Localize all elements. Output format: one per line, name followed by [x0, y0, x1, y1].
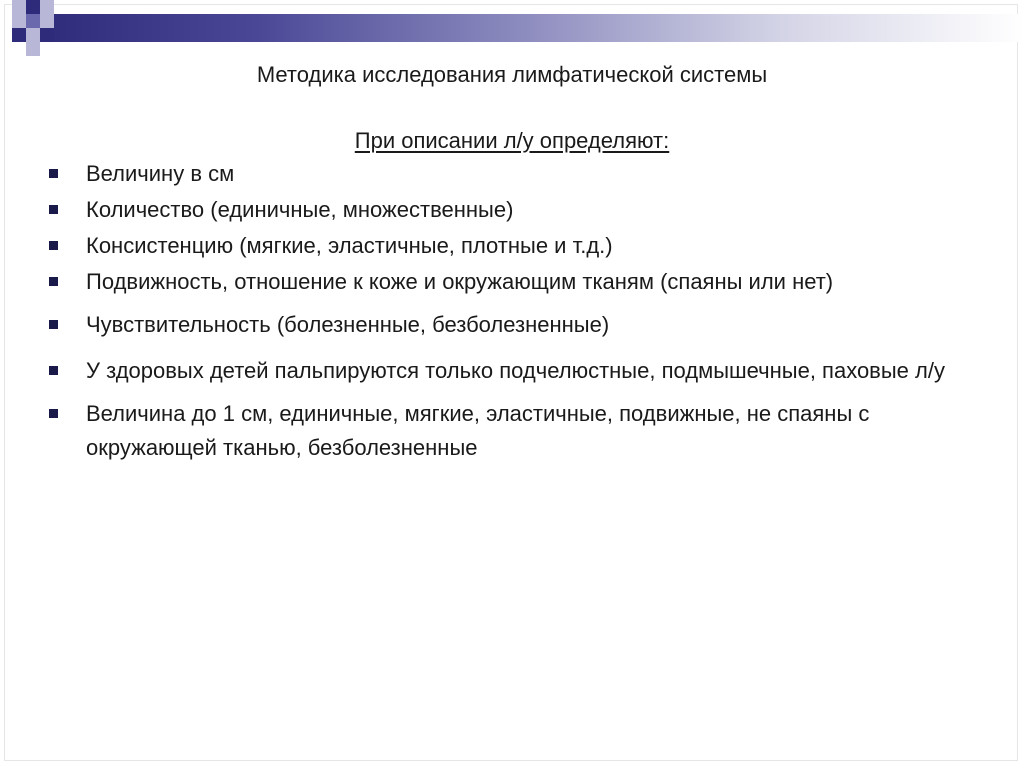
- decor-square: [12, 28, 26, 42]
- square-bullet-icon: [49, 205, 58, 214]
- list-item: [46, 268, 996, 295]
- slide-subtitle: При описании л/у определяют:: [354, 128, 670, 153]
- list-item: [46, 232, 996, 259]
- slide-title: Методика исследования лимфатической системы: [256, 62, 768, 87]
- list-item-text: Количество (единичные, множественные): [86, 197, 514, 222]
- header-gradient-bar: [40, 14, 1024, 42]
- list-item-text: У здоровых детей пальпируются только подчелюстные, подмышечные, паховые л/у: [86, 358, 945, 383]
- decor-square: [12, 0, 26, 14]
- decor-square: [40, 0, 54, 14]
- list-item-text: Величину в см: [86, 161, 235, 186]
- decor-square: [26, 42, 40, 56]
- decor-square: [40, 14, 54, 28]
- list-item: [46, 311, 996, 338]
- square-bullet-icon: [49, 409, 58, 418]
- decor-square: [26, 0, 40, 14]
- list-item: [46, 196, 996, 223]
- square-bullet-icon: [49, 320, 58, 329]
- square-bullet-icon: [49, 169, 58, 178]
- list-item-text: Подвижность, отношение к коже и окружающим тканям (спаяны или нет): [86, 269, 834, 294]
- list-item: [46, 397, 996, 465]
- list-item-text: Консистенцию (мягкие, эластичные, плотные и т.д.): [86, 233, 613, 258]
- decor-square: [26, 28, 40, 42]
- decor-square: [26, 14, 40, 28]
- square-bullet-icon: [49, 366, 58, 375]
- square-bullet-icon: [49, 277, 58, 286]
- list-item: [46, 160, 996, 187]
- bullet-list: [46, 160, 996, 465]
- decor-square: [12, 14, 26, 28]
- list-item-text: Величина до 1 см, единичные, мягкие, эластичные, подвижные, не спаяны с окружающей тканью, безболезненные: [86, 401, 870, 460]
- list-item: [46, 354, 996, 388]
- list-item-text: Чувствительность (болезненные, безболезненные): [86, 312, 610, 337]
- square-bullet-icon: [49, 241, 58, 250]
- decor-square: [40, 28, 54, 42]
